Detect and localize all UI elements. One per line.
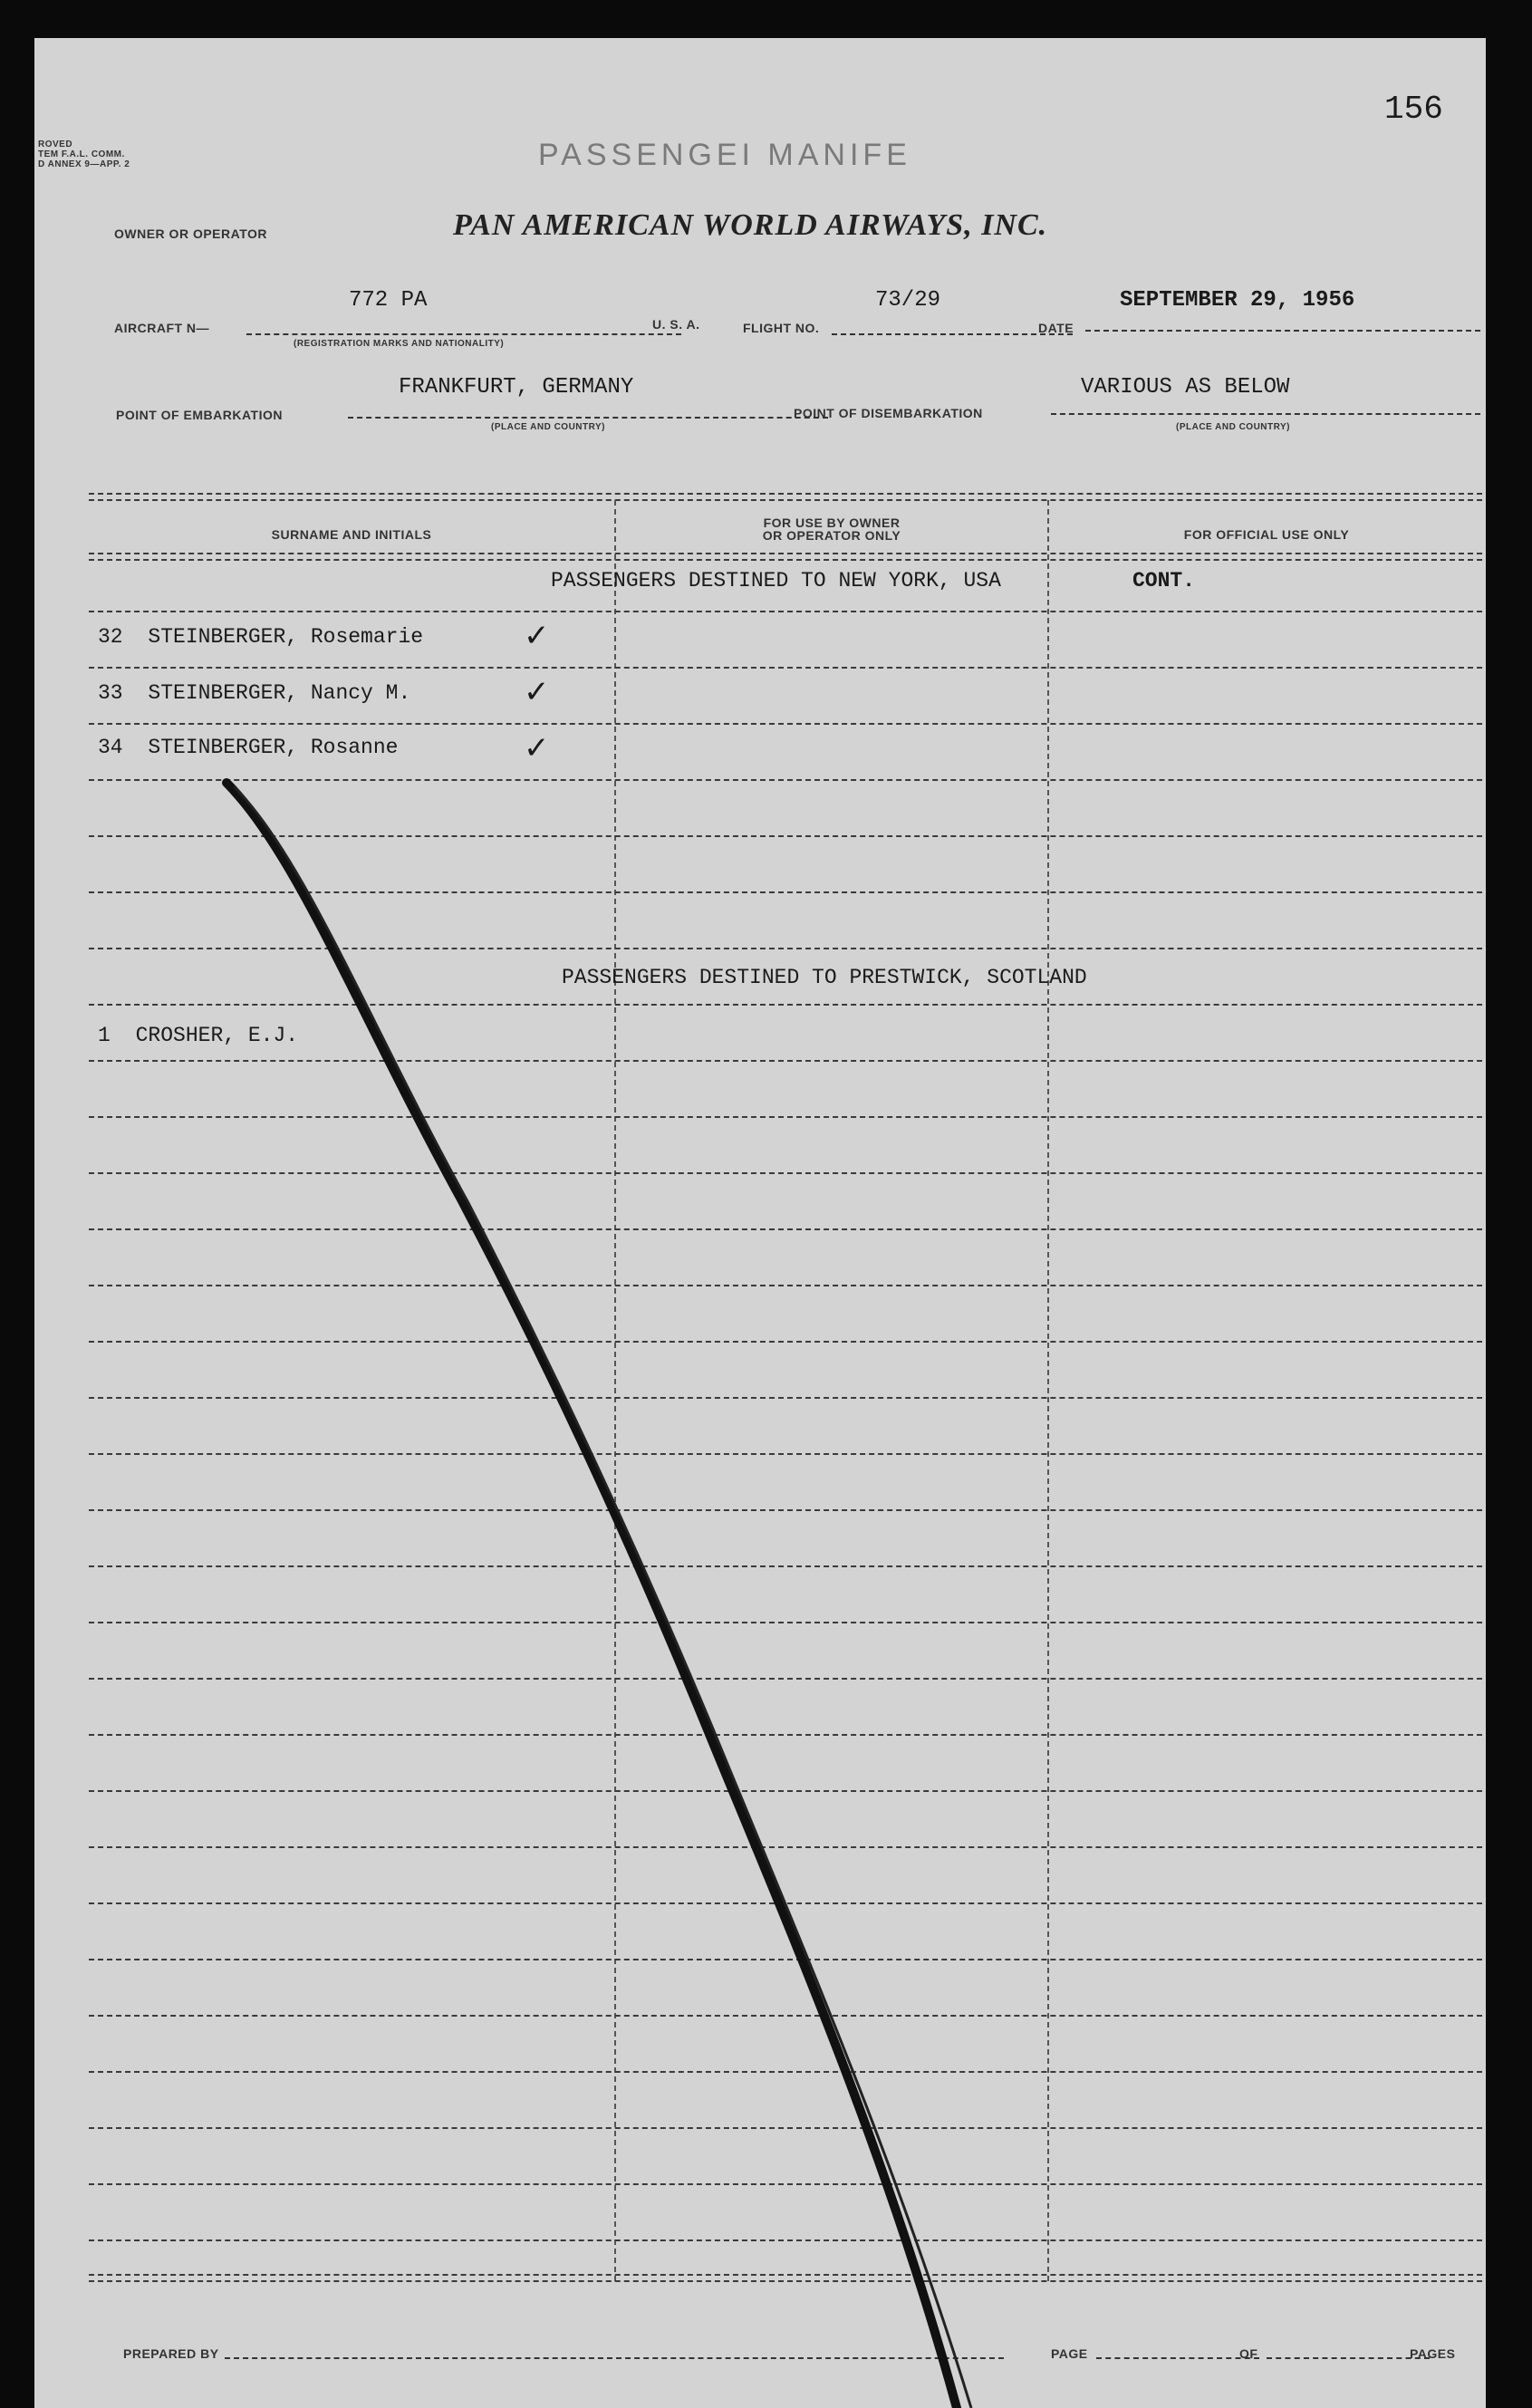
row-number: 34 xyxy=(98,736,123,759)
date-value: SEPTEMBER 29, 1956 xyxy=(1120,288,1355,313)
row-number: 1 xyxy=(98,1024,111,1047)
approval-line: ROVED xyxy=(38,140,73,149)
usa-label: U. S. A. xyxy=(652,317,700,332)
aircraft-value: 772 PA xyxy=(349,288,428,313)
disembarkation-caption: (PLACE AND COUNTRY) xyxy=(1176,422,1290,432)
form-title: PASSENGEI MANIFE xyxy=(538,138,911,172)
section2-heading: PASSENGERS DESTINED TO PRESTWICK, SCOTLAND xyxy=(562,966,1087,989)
aircraft-label: AIRCRAFT N— xyxy=(114,321,210,335)
col2-header-line: OR OPERATOR ONLY xyxy=(762,528,901,543)
approval-line: D ANNEX 9—APP. 2 xyxy=(38,159,130,169)
flight-value: 73/29 xyxy=(875,288,941,313)
check-mark: ✓ xyxy=(524,674,550,710)
flight-label: FLIGHT NO. xyxy=(743,321,820,335)
passenger-name: STEINBERGER, Rosemarie xyxy=(148,625,424,649)
section1-heading: PASSENGERS DESTINED TO NEW YORK, USA xyxy=(551,569,1001,592)
pages-label: PAGES xyxy=(1410,2346,1456,2361)
registration-caption: (REGISTRATION MARKS AND NATIONALITY) xyxy=(294,339,505,349)
col3-header: FOR OFFICIAL USE ONLY xyxy=(1183,527,1350,542)
embarkation-value: FRANKFURT, GERMANY xyxy=(399,375,634,400)
manifest-sheet xyxy=(34,38,1486,2408)
prepared-label: PREPARED BY xyxy=(123,2346,219,2361)
pen-stroke xyxy=(34,38,1486,2408)
embarkation-caption: (PLACE AND COUNTRY) xyxy=(491,422,605,432)
disembarkation-label: POINT OF DISEMBARKATION xyxy=(794,406,983,420)
passenger-name: STEINBERGER, Nancy M. xyxy=(148,681,411,705)
check-mark: ✓ xyxy=(524,618,550,654)
approval-line: TEM F.A.L. COMM. xyxy=(38,149,125,159)
col2-header-line: FOR USE BY OWNER xyxy=(763,515,901,530)
section1-cont: CONT. xyxy=(1132,569,1196,592)
col1-header: SURNAME AND INITIALS xyxy=(271,527,432,542)
disembarkation-value: VARIOUS AS BELOW xyxy=(1081,375,1290,400)
passenger-name: STEINBERGER, Rosanne xyxy=(148,736,399,759)
date-label: DATE xyxy=(1038,321,1074,335)
check-mark: ✓ xyxy=(524,730,550,766)
passenger-name: CROSHER, E.J. xyxy=(135,1024,299,1047)
owner-label: OWNER OR OPERATOR xyxy=(114,226,267,241)
embarkation-label: POINT OF EMBARKATION xyxy=(116,408,283,422)
owner-value: PAN AMERICAN WORLD AIRWAYS, INC. xyxy=(453,208,1048,242)
of-label: OF xyxy=(1239,2346,1258,2361)
row-number: 32 xyxy=(98,625,123,649)
page-label: PAGE xyxy=(1051,2346,1088,2361)
page-number: 156 xyxy=(1384,91,1443,128)
row-number: 33 xyxy=(98,681,123,705)
